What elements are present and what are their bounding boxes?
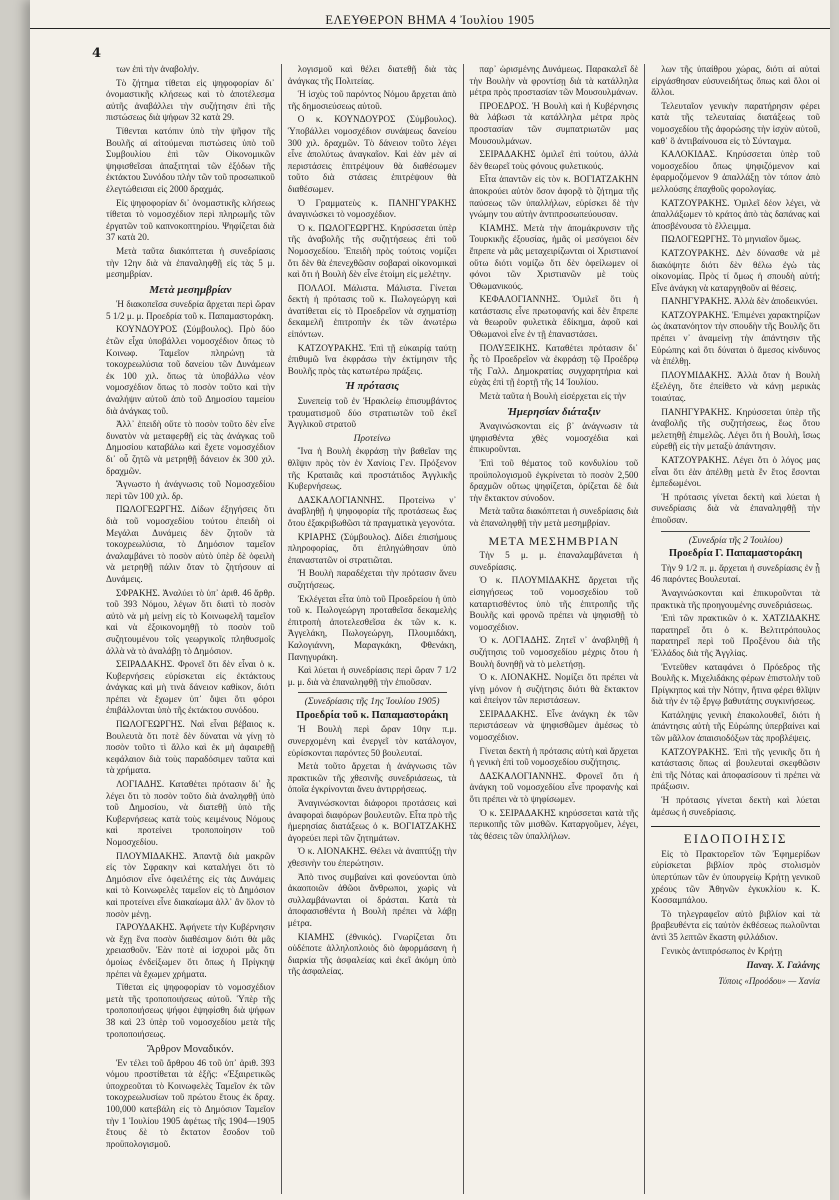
paragraph: Τελευταῖον γενικὴν παρατήρησιν φέρει κατὰ τῆς τελευταίας διατάξεως τοῦ νομοσχεδίου τῆς ἀφορώσης τὴν ἰσχὺν αὐτοῦ, καθ᾽ ὃ ἀντιβαίνουσα εἰς τὸ Σύνταγμα.: [651, 100, 820, 146]
paragraph: Ἀπὸ τινος συμβαίνει καὶ φονεύονται ὑπὸ ἀκαοποιῶν ἀθῶοι ἄνθρωποι, χωρὶς νὰ συλλαμβάνωνται οἱ δράσται. Κατὰ τὰ ἀποφασισθέντα ἡ Βουλὴ πρέπει νὰ λάβῃ μέτρα.: [287, 871, 457, 928]
paragraph: Μετὰ ταῦτα ἡ Βουλὴ εἰσέρχεται εἰς τὴν: [479, 391, 626, 402]
paragraph: ΠΩΛΟΓΕΩΡΓΗΣ. Τὸ μηνιαῖον ὅμως.: [661, 234, 801, 245]
paragraph: Ἵνα ἡ Βουλὴ ἐκφράσῃ τὴν βαθεῖαν της θλῖψιν πρὸς τὸν ἐν Χανίοις Γεν. Πρόξενον τῆς Κραταιᾶς καὶ προστάτιδος Ἀγγλικῆς Κυβερνήσεως.: [287, 446, 457, 492]
paragraph: Τὸ ζήτημα τίθεται εἰς ψηφοφορίαν δι᾽ ὀνομαστικῆς κλήσεως καὶ τὸ ἀποτέλεσμα αὐτῆς ἀναβάλλει τὴν συζήτησιν ἐπὶ τῆς πιστώσεως διὰ ψήφων 32 κατὰ 29.: [106, 77, 275, 123]
paragraph: ΣΦΡΑΚΗΣ. Ἀναλύει τὸ ὑπ᾽ ἀριθ. 46 ἄρθρ. τοῦ 393 Νόμου, λέγων ὅτι διατὶ τὸ ποσὸν αὐτὸ νὰ μὴ μείνῃ εἰς τὸ Κοινωφελῆ ταμεῖον καὶ νὰ ἐξοικονομηθῇ τὸ ποσὸν τοῦ συζητουμένου τοῖς γεωργικοῖς πληθυσμοῖς ἀλλὰ νὰ τὸ ἀναλάβῃ τὸ Δημόσιον.: [106, 587, 275, 656]
paragraph: Ὁ κ. ΛΟΓΙΑΔΗΣ. Ζητεῖ ν᾽ ἀναβληθῇ ἡ συζήτησις τοῦ νομοσχεδίου μέχρις ὅτου ἡ Βουλὴ δυνηθῇ νὰ τὸ μελετήσῃ.: [469, 635, 639, 669]
paragraph: ΠΟΛΥΞΕΙΚΗΣ. Καταθέτει πρότασιν δι᾽ ἧς τὸ Προεδρεῖον νὰ ἐκφράσῃ τῷ Προέδρῳ τῆς Γαλλ. Δημοκρατίας συγχαρητήρια καὶ εὐχὰς ἐπὶ τῇ ἑορτῇ τῆς 14 Ἰουλίου.: [469, 342, 639, 388]
paragraph: ΠΩΛΟΓΕΩΡΓΗΣ. Δίδων ἐξηγήσεις ὅτι διὰ τοῦ νομοσχεδίου τούτου ἐπειδὴ οἱ Μεγάλαι Δυνάμεις δὲν ζητοῦν τὰ τοκοχρεωλύσια, τὸ Δημόσιον ταμεῖον ἀναλαμβάνει τὸ ποσὸν αὐτὸ ὑπὲρ δὲ ὀφειλὴ νὰ μετρηθῇ πάλιν ὅταν τὸ ζητήσουν αἱ Δυνάμεις.: [106, 504, 275, 584]
paragraph: ΚΑΤΖΟΥΡΑΚΗΣ. Δὲν δύνασθε νὰ μὲ διακόψητε διότι δὲν θέλω ἐγὼ τὰς οἰκονομίας. Πρὸς τί ὅμως ἡ σπουδὴ αὐτή; Εἶνε ἀνάγκη νὰ καταργηθοῦν αἱ θέσεις.: [651, 247, 820, 293]
column-2: [281, 64, 463, 1194]
paragraph: Ἄγνωστο ἡ ἀνάγνωσις τοῦ Νομοσχεδίου περὶ τῶν 100 χιλ. δρ.: [106, 479, 275, 501]
paragraph: Ἀναγινώσκονται εἰς β᾽ ἀνάγνωσιν τὰ ψηφισθέντα χθὲς νομοσχέδια καὶ ἐπικυροῦνται.: [469, 421, 639, 455]
divider: [661, 531, 810, 532]
paragraph: παρ᾽ ὡρισμένης Δυνάμεως. Παρακαλεῖ δὲ τὴν Βουλὴν νὰ φροντίσῃ διὰ τὰ κατάλληλα μέτρα πρὸς προστασίαν τῶν Μουσουλμάνων.: [469, 64, 639, 98]
paragraph: Γενικὸς ἀντιπρόσωπος ἐν Κρήτῃ: [661, 945, 783, 956]
paragraph: Ὁ κ. ΛΙΟΝΑΚΗΣ. Νομίζει ὅτι πρέπει νὰ γίνῃ μόνον ἡ συζήτησις διότι θὰ ἔκτακτον καὶ ἐπείγον τῶν περιστάσεων.: [469, 672, 639, 706]
paragraph: ΚΑΤΖΟΥΡΑΚΗΣ. Ὁμιλεῖ δέον λέγει, νὰ ἀπαλλάξωμεν τὸ κράτος ἀπὸ τὰς δαπάνας καὶ ἀποσβένουσα τὸ ἔλλειμμα.: [651, 197, 820, 231]
paragraph: ΚΟΥΝΔΟΥΡΟΣ (Σύμβουλος). Πρὸ δύο ἐτῶν εἶχα ὑποβάλλει νομοσχέδιον ὅπως τὸ Κοινωφ. Ταμεῖον πληρώνῃ τὰ τοκοχρεωλύσια τοῦ δανείου τῶν Δυνάμεων ἐκ 100 χιλ. ὅπως τὰ ὑποβάλλω νέον νομοσχέδιον ὅπως τὸ ποσὸν τοῦτο καὶ τὴν ἀναλήψιν αὐτοῦ ἀπὸ τοῦ Δημοσίου ταμείου διὰ ἀνάγκας τοῦ.: [106, 324, 275, 416]
divider: [298, 692, 447, 693]
session-subheading: (Συνεδρίασις τῆς 1ης Ἰουλίου 1905): [304, 697, 440, 708]
paragraph: των ἐπὶ τὴν ἀναβολήν.: [116, 64, 200, 74]
paragraph: Γίνεται δεκτὴ ἡ πρότασις αὐτὴ καὶ ἄρχεται ἡ γενικὴ ἐπὶ τοῦ νομοσχεδίου συζήτησις.: [469, 745, 639, 768]
paragraph: ΚΑΛΟΚΙΔΑΣ. Κηρύσσεται ὑπὲρ τοῦ νομοσχεδίου ὅπως ψηφιζόμενον καὶ ἐφαρμοζόμενον 9 ἀπαλλάξῃ τὸν τόπον ἀπὸ μελλούσης ἐπαχθοῦς φορολογίας.: [651, 149, 820, 194]
paragraph: ΚΑΤΖΟΥΡΑΚΗΣ. Ἐπὶ τῇ εὐκαιρίᾳ ταύτῃ ἐπιθυμῶ ἵνα ἐκφράσω τὴν ἐκτίμησιν τῆς Βουλῆς πρὸς τὰς κατωτέρω πράξεις.: [287, 342, 457, 376]
paragraph: Ἀναγινώσκονται καὶ ἐπικυροῦνται τὰ πρακτικὰ τῆς προηγουμένης συνεδριάσεως.: [651, 587, 820, 610]
printer-line: Τύποις «Προόδου» — Χανία: [718, 975, 820, 986]
masthead: [30, 0, 830, 29]
paragraph: ΠΑΝΗΓΥΡΑΚΗΣ. Κηρύσσεται ὑπὲρ τῆς ἀναβολῆς τῆς συζητήσεως, ἕως ὅτου μελετηθῇ ἐπιμελῶς. Λέγει ὅτι ἡ Βουλὴ, ἴσως εὑρεθῇ εἰς τὴν μεταξὺ ἀπάντησιν.: [651, 406, 820, 452]
paragraph: Τὴν 9 1/2 π. μ. ἄρχεται ἡ συνεδρίασις ἐν ᾗ 46 παρόντες Βουλευταί.: [651, 562, 820, 585]
paragraph: ΚΑΤΖΟΥΡΑΚΗΣ. Ἐπὶ τῆς γενικῆς ὅτι ἡ κατάστασις ὅπως αἱ βουλευταὶ σκεφθῶσιν ἐπὶ τῆς Νότας καὶ ἀποφασίσουν τὶ πρέπει νὰ πράξωσιν.: [651, 746, 820, 792]
paragraph: ΔΑΣΚΑΛΟΓΙΑΝΝΗΣ. Φρονεῖ ὅτι ἡ ἀνάγκη τοῦ νομοσχεδίου εἶνε προφανὴς καὶ ὅτι πρέπει νὰ τὸ ψηφίσωμεν.: [469, 770, 639, 805]
paragraph: ΣΕΙΡΑΔΑΚΗΣ ὁμιλεῖ ἐπὶ τούτου, ἀλλὰ δὲν θεωρεῖ τοὺς φόνους φυλετικούς.: [469, 149, 639, 171]
paragraph: ΛΟΓΙΑΔΗΣ. Καταθέτει πρότασιν δι᾽ ἧς λέγει ὅτι τὸ ποσὸν τοῦτο διὰ ἀναληφθῇ ὑπὸ τοῦ Δημοσίου, νὰ διατεθῇ ὑπὸ τῆς Κυβερνήσεως κατὰ τοὺς κειμένους Νόμους καὶ προτείνει τροποποίησιν τοῦ Νομοσχεδίου.: [106, 779, 275, 847]
paragraph: Ἐντεῦθεν καταφάνει ὁ Πρόεδρος τῆς Βουλῆς κ. Μιχελιδάκης φέρων ἐπιστολὴν τοῦ Πρίγκηπος καὶ τὴν Νότην, ἥτινα φέρει θλῖψιν διὰ τὴν ἐν τῷ ἔργῳ βαθυτάτης συγκινήσεως.: [651, 661, 820, 707]
masthead-title: ΕΛΕΥΘΕΡΟΝ ΒΗΜΑ 4 Ἰουλίου 1905: [325, 13, 535, 27]
paragraph: ΔΑΣΚΑΛΟΓΙΑΝΝΗΣ. Προτείνω ν᾽ ἀναβληθῇ ἡ ψηφοφορία τῆς προτάσεως ἕως ὅτου ἐξακριβωθῶσι τὰ πραγματικὰ γεγονότα.: [287, 494, 457, 528]
paragraph: Τὴν 5 μ. μ. ἐπαναλαμβάνεται ἡ συνεδρίασις.: [469, 550, 639, 572]
paragraph: ΠΑΝΗΓΥΡΑΚΗΣ. Ἀλλὰ δὲν ἀποδεικνύει.: [661, 296, 818, 307]
paragraph: Ο κ. ΚΟΥΝΔΟΥΡΟΣ (Σύμβουλος). Ὑποβάλλει νομοσχέδιον συνάψεως δανείου 300 χιλ. δραχμῶν. Τὸ δάνειον τοῦτο λέγει εἶνε ἀπολύτως ἀναγκαῖον. Καὶ ἐὰν μὲν αἱ περιστάσεις ἐπιτρέψουν θὰ διαθέσωμεν τοῦτο διὰ στάσεις ἐπιτρέψουν θὰ διαθέσωμεν.: [287, 114, 457, 194]
paragraph: Ἡ διακοπεῖσα συνεδρία ἄρχεται περὶ ὥραν 5 1/2 μ. μ. Προεδρία τοῦ κ. Παπαμαστοράκη.: [106, 299, 275, 321]
paragraph: Ὁ Γραμματεὺς κ. ΠΑΝΗΓΥΡΑΚΗΣ ἀναγινώσκει τὸ νομοσχέδιον.: [287, 197, 457, 220]
paragraph: ΚΙΑΜΗΣ (ἐθνικός). Γνωρίζεται ὅτι οὐδέποτε ἀλληλοπλοιὸς διὸ ἀφορμάσανη ἡ διαρκία τῆς ἀσφαλείας καὶ ἐκεῖ ἀκόμη ὑπὸ τῆς ἀσφαλείας.: [287, 931, 457, 977]
newspaper-page: [30, 0, 830, 1200]
article-heading: Ἄρθρον Μοναδικόν.: [147, 1044, 234, 1056]
section-heading: Ἡ πρότασις: [345, 380, 400, 393]
paragraph: ΣΕΙΡΑΔΑΚΗΣ. Φρονεῖ ὅτι δὲν εἶναι ὁ κ. Κυβερνήσεις εὑρίσκεται εἰς ἐκτάκτους ἀνάγκας καὶ μὴ τινὰ δάνειον καθίκον, διότι πρέπει νὰ ἔχωμεν ὑπ᾽ ὄψει ὅτι φόροι ἐπιβάλλονται ὑπὸ τῆς ἐκτάκτου συνόδου.: [106, 659, 275, 716]
column-1: [100, 64, 281, 1194]
paragraph: Ἀλλ᾽ ἐπειδὴ οὔτε τὸ ποσὸν τοῦτο δὲν εἶνε δυνατὸν νὰ μεταφερθῇ εἰς τὰς ἀνάγκας τοῦ Δημοσίου καταβάλω καὶ ἔχετε νομοσχέδιον δι᾽ οὗ ζητῶ νὰ μετρηθῇ δάνειον ἐκ 300 χιλ. δραχμῶν.: [106, 419, 275, 476]
signature: Παναγ. Χ. Γαλάνης: [746, 960, 820, 971]
paragraph: Ὁ κ. ΣΕΙΡΑΔΑΚΗΣ κηρύσσεται κατὰ τῆς περικοπῆς τῶν μισθῶν. Καταργοῦμεν, λέγει, τὰς θέσεις τῶν ὑπαλλήλων.: [469, 807, 639, 841]
paragraph: Κατάληψις γενικὴ ἐπακολουθεῖ, διότι ἡ ἀπάντησις αὐτὴ τῆς Εὐρώπης ὑπερβαίνει καὶ τῶν μᾶλλον ἀπαισιοδόξων τὰς προβλέψεις.: [651, 709, 820, 744]
paragraph: Ἀναγινώσκονται διάφοροι προτάσεις καὶ ἀναφοραὶ διαφόρων βουλευτῶν. Εἶτα πρὸ τῆς ἡμερησίας διατάξεως ὁ κ. ΒΟΓΙΑΤΖΑΚΗΣ ἀγορεύει περὶ τῶν ζητημάτων.: [287, 798, 457, 843]
paragraph: ΚΑΤΖΟΥΡΑΚΗΣ. Ἐπιμένει χαρακτηρίζων ὡς ἀκατανόητον τὴν σπουδὴν τῆς Βουλῆς ὅτι πρέπει ν᾽ ἀναμείνῃ τὴν ἀπάντησιν τῆς Εὐρώπης καὶ ὅτι δύναται ὁ ἄμεσος κίνδυνος νὰ ἐπέλθῃ.: [651, 309, 820, 367]
paragraph: Ἐπὶ τῶν πρακτικῶν ὁ κ. ΧΑΤΖΙΔΑΚΗΣ παρατηρεῖ ὅτι ὁ κ. Βελτιτρόπουλος παρατηρεῖ περὶ τοῦ Προξένου διὰ τῆς Ἑλλάδος διὰ τῆς Ἀγγλίας.: [651, 613, 820, 658]
paragraph: ΓΑΡΟΥΔΑΚΗΣ. Ἀφήνετε τὴν Κυβέρνησιν νὰ ἔχῃ ἕνα ποσὸν διαθέσιμον διότι θὰ μᾶς χρειασθοῦν. Ἐὰν ποτὲ αἱ ἰσχυροὶ μᾶς ὅτι ὁμοίως ἐνδείξωμεν ὅτι ὅπως ἡ Πρίγκηψ πρέπει νὰ ἔχωμεν χρήματα.: [106, 922, 275, 979]
column-3: [463, 64, 645, 1194]
paragraph: ΠΡΟΕΔΡΟΣ. Ἡ Βουλὴ καὶ ἡ Κυβέρνησις θὰ λάβωσι τὰ κατάλληλα μέτρα πρὸς προστασίαν τῶν συμπατριωτῶν μας Μουσουλμάνων.: [469, 100, 639, 146]
paragraph: Ὁ κ. ΠΛΟΥΜΙΔΑΚΗΣ ἄρχεται τῆς εἰσηγήσεως τοῦ νομοσχεδίου τοῦ καταρτισθέντος ὑπὸ τῆς ἐπιτροπῆς τῆς Βουλῆς καὶ φρονῶ πρέπει νὰ ψηφισθῇ τὸ νομοσχέδιον.: [469, 575, 639, 632]
section-heading: Ἡμερησίαν διάταξιν: [507, 405, 601, 418]
paragraph: Ὁ κ. ΠΩΛΟΓΕΩΡΓΗΣ. Κηρύσσεται ὑπὲρ τῆς ἀναβολῆς τῆς συζητήσεως ἐπὶ τοῦ Νομοσχεδίου. Ἐπειδὴ πρὸς τούτοις νομίζει ὅτι δὲν θὰ ἐπενεχθῶσιν σοβαραὶ οἰκονομικαὶ καὶ ὅτι ἡ Βουλὴ δὲν εἶνε ἑτοίμη εἰς μελέτην.: [287, 222, 457, 280]
page-number: 4: [92, 46, 102, 61]
presidency-heading: Προεδρία Γ. Παπαμαστοράκη: [668, 548, 803, 560]
paragraph: Ἐπὶ τοῦ θέματος τοῦ κονδυλίου τοῦ προϋπολογισμοῦ ἐγκρίνεται τὸ ποσὸν 2,500 δραχμῶν οὕτως ψηφίζεται, ὁρίζεται δὲ διὰ τὴν ἔκτακτον σύνοδον.: [469, 458, 639, 503]
presidency-heading: Προεδρία τοῦ κ. Παπαμαστοράκη: [296, 709, 449, 721]
paragraph: ΣΕΙΡΑΔΑΚΗΣ. Εἶνε ἀνάγκη ἐκ τῶν περιστάσεων νὰ ψηφισθῶμεν ἀμέσως τὸ νομοσχέδιον.: [469, 708, 639, 743]
paragraph: ΚΡΙΑΡΗΣ (Σύμβουλος). Δίδει ἐπισήμους πληροφορίας, ὅτι ἐπληγώθησαν ὑπὸ ἐπαναστατῶν οἱ στρατιῶται.: [287, 531, 457, 565]
session-subheading: Προτείνω: [353, 433, 391, 444]
paragraph: Ὁ κ. ΛΙΟΝΑΚΗΣ. Θέλει νὰ ἀναπτύξῃ τὴν χθεσινὴν του ἐπερώτησιν.: [287, 846, 457, 868]
paragraph: Ἡ Βουλὴ παραδέχεται τὴν πρότασιν ἄνευ συζητήσεως.: [287, 568, 457, 590]
paragraph: Τὸ τηλεγραφεῖον αὐτὸ βιβλίον καὶ τὰ βραβευθέντα εἰς ταὐτὸν ἐκθέσεως πωλοῦνται ἀντὶ 35 λεπτῶν ἕκαστη φιλλάδιον.: [651, 908, 820, 942]
paragraph: λογισμοῦ καὶ θέλει διατεθῇ διὰ τὰς ἀνάγκας τῆς Πολιτείας.: [287, 64, 457, 86]
paragraph: ΚΕΦΑΛΟΓΙΑΝΝΗΣ. Ὁμιλεῖ ὅτι ἡ κατάστασις εἶνε πρωτοφανής καὶ δὲν ἔπρεπε νὰ θεωροῦν φυλετικὰ ἐδίκημα, ἀφοῦ καὶ Ὀθωμανοὶ εἶνε ἐν τῇ ἐπαναστάσει.: [469, 294, 639, 340]
paragraph: Ἡ ἰσχὺς τοῦ παρόντος Νόμου ἄρχεται ἀπὸ τῆς δημοσιεύσεως αὐτοῦ.: [287, 89, 457, 111]
notice-title: ΕΙΔΟΠΟΙΗΣΙΣ: [683, 831, 788, 847]
paragraph: Ἐν τέλει τοῦ ἄρθρου 46 τοῦ ὑπ᾽ ἀριθ. 393 νόμου προστίθεται τὰ ἑξῆς: «Ἐξαιρετικῶς ὑποχρεοῦται τὸ Κοινωφελὲς Ταμεῖον ἐκ τῶν τοκοχρεωλυσίων τοῦ πρώτου ἔτους ἐκ δραχ. 100,000 κατεβάλη εἰς τὸ Δημόσιον Ταμεῖον τὴν 1 Ἰουλίου 1905 ἀφέτως τῆς 1904—1905 ἔτους δὲ τὸ ἔκτατον ἔσοδον τοῦ προϋπολογισμοῦ.: [106, 1057, 275, 1149]
paragraph: λων τῆς ὑπαίθρου χώρας, διότι αἱ αὐταὶ εἰργάσθησαν εὐσυνειδήτως ὅπως καὶ ὅλοι οἱ ἄλλοι.: [651, 64, 820, 98]
notice-title: [651, 826, 820, 845]
paragraph: Εἶτα ἀπαντῶν εἰς τὸν κ. ΒΟΓΙΑΤΖΑΚΗΝ ἀποκρούει αὐτὸν ὅσον ἀφορᾷ τὸ ζήτημα τῆς παύσεως τῶν ὑπαλλήλων, εὑρίσκει δὲ τὴν γνώμην του αὐτὴν ἀντιπροσωπεύουσαν.: [469, 174, 639, 220]
paragraph: ΠΛΟΥΜΙΔΑΚΗΣ. Ἀπαντᾷ διὰ μακρῶν εἰς τὸν Σφρακην καὶ καταλήγει ὅτι τὸ Δημόσιον εἶνε ὀφειλέτης εἰς τὰς Δυνάμεις καὶ τὸ Κοινωφελὲς ταμεῖον εἰς τὸ Δημόσιον καὶ προτείνει εἶνε διακαίωμα ἀλλ᾽ ἂν ὅλον τὸ ποσὸν μένῃ.: [106, 850, 275, 919]
session-subheading: (Συνεδρία τῆς 2 Ἰουλίου): [688, 535, 783, 546]
paragraph: Εἰς ψηφοφορίαν δι᾽ ὀνομαστικῆς κλήσεως τίθεται τὸ νομοσχέδιον περὶ πληρωμῆς τῶν ἐργατῶν τοῦ καπνοκοπτηρίου. Ψηφίζεται διὰ 37 κατὰ 20.: [106, 197, 275, 243]
paragraph: Μετὰ ταῦτα διακόπτεται ἡ συνεδρίασις διὰ νὰ ἐπαναληφθῇ τὴν μετὰ μεσημβρίαν.: [469, 506, 639, 528]
paragraph: Ἐκλέγεται εἶτα ὑπὸ τοῦ Προεδρείου ἡ ὑπὸ τοῦ κ. Πωλογεώργη προταθεῖσα δεκαμελὴς ἐπιτροπὴ ἀποτελεσθεῖσα ἐκ τῶν κ. κ. Ἀγγελάκη, Πωλογεώργη, Πλουμιδάκη, Καλογιάννη, Μαραγκάκη, Φθενάκη, Πανηγυράκη.: [287, 593, 457, 662]
paragraph: ΠΛΟΥΜΙΔΑΚΗΣ. Ἀλλὰ ὅταν ἡ Βουλὴ ἐξελέγη, ὅτε ἐπείθετο νὰ κάνῃ μερικὰς τοιαύτας.: [651, 369, 820, 404]
paragraph: Τίθενται κατόπιν ὑπὸ τὴν ψῆφον τῆς Βουλῆς αἱ αἰτούμεναι πιστώσεις ὑπὸ τοῦ Συμβουλίου ἐπὶ τῶν Οἰκονομικῶν ψηφισθεῖσαι ἀπαξιτηταὶ τῶν ἐξόδων τῆς ἐκτάκτου Συνόδου πλὴν τῶν τοῦ προσωπικοῦ ἐλεγτώθεισαι εἰς 2000 δραχμάς.: [106, 125, 275, 194]
paragraph: Εἰς τὸ Πρακτορεῖον τῶν Ἐφημερίδων εὑρίσκεται βιβλίον πρὸς στολισμὸν ὑπερτύπων τῶν ἐν ὑπουργείῳ Κρήτῃ γενικοῦ χρέους τῶν Ἀθηνῶν ἐγκυκλίου κ. Κ. Κοσσαμπάλου.: [651, 848, 820, 906]
section-heading: Μετὰ μεσημβρίαν: [149, 283, 232, 296]
paragraph: Ἡ πρότασις γίνεται δεκτὴ καὶ λύεται ἀμέσως ἡ συνεδρίασις.: [651, 795, 820, 817]
paragraph: ΠΟΛΛΟΙ. Μάλιστα. Μάλιστα. Γίνεται δεκτὴ ἡ πρότασις τοῦ κ. Πωλογεώργη καὶ ἀνατίθεται εἰς τὸ Προεδρεῖον νὰ σχηματίσῃ δεκαμελῆ ἐπιτροπὴν ἐκ τῶν ἀνωτέρω εἰπόντων.: [287, 282, 457, 340]
column-4: [644, 64, 826, 1194]
paragraph: Τίθεται εἰς ψηφοφορίαν τὸ νομοσχέδιον μετὰ τῆς τροποποιήσεως αὐτοῦ. Ὑπὲρ τῆς τροποποιήσεως ψήφοι ἐψηφίσθη διὰ ψήφων 38 καὶ 23 ὑπὲρ τοῦ νομοσχεδίου μετὰ τῆς τροποποιήσεως.: [106, 982, 275, 1039]
section-heading: ΜΕΤΑ ΜΕΣΗΜΒΡΙΑΝ: [488, 533, 620, 548]
paragraph: Μετὰ ταῦτα διακόπτεται ἡ συνεδρίασις τὴν 12ην διὰ νὰ ἐπαναληφθῇ εἰς τὰς 5 μ. μεσημβρίαν.: [106, 245, 275, 280]
paragraph: Καὶ λύεται ἡ συνεδρίασις περὶ ὥραν 7 1/2 μ. μ. διὰ νὰ ἐπαναληφθῇ τὴν ἐπιοῦσαν.: [287, 665, 457, 687]
paragraph: Μετὰ τοῦτο ἄρχεται ἡ ἀνάγνωσις τῶν πρακτικῶν τῆς χθεσινῆς συνεδριάσεως, τὰ ὁποῖα ἐγκρίνονται ἄνευ ἀντιρρήσεως.: [287, 761, 457, 795]
paragraph: ΠΩΛΟΓΕΩΡΓΗΣ. Ναὶ εἶναι βέβαιος κ. Βουλευτὰ ὅτι ποτὲ δὲν δύναται νὰ γίνῃ τὸ ποσὸν τοῦτο τὶ ἄλλο καὶ ἐκ μὴ ἀφαιρεθῇ κεφάλαιον διὰ τοὺς παραδόσιμεν ταῦτα καὶ τὰ χρήματα.: [106, 719, 275, 776]
paragraph: Ἡ πρότασις γίνεται δεκτὴ καὶ λύεται ἡ συνεδρίασις διὰ νὰ ἐπαναληφθῇ τὴν ἐπιοῦσαν.: [651, 491, 820, 525]
paragraph: Συνεπείᾳ τοῦ ἐν Ἡρακλείῳ ἐπισυμβάντος τραυματισμοῦ δύο στρατιωτῶν τοῦ ἐκεῖ Ἀγγλικοῦ στρατοῦ: [287, 396, 457, 430]
columns-container: [100, 64, 826, 1194]
paragraph: ΚΙΑΜΗΣ. Μετὰ τὴν ἀπομάκρυνσιν τῆς Τουρκικῆς ἐξουσίας, ἡμᾶς οἱ μεσόγειοι δὲν ἔπρεπε νὰ μᾶς μεταχειρίζωνται οἱ Χριστιανοί οὕτω διότι νομίζω ὅτι δὲν ὀφείλωμεν οἱ φόνοι τῶν Χριστιανῶν μὲ τοὺς Ὀθωμανικούς.: [469, 222, 639, 291]
paragraph: ΚΑΤΖΟΥΡΑΚΗΣ. Λέγει ὅτι ὁ λόγος μας εἶναι ὅτι ἐὰν ἀπέλθῃ μετὰ ἓν ἔτος ἔσονται ἐμπεδωμένοι.: [651, 455, 820, 489]
paragraph: Ἡ Βουλὴ περὶ ὥραν 10ην π.μ. συνερχομένη καὶ ἐνεργεῖ τὸν κατάλογον, εὑρίσκονται παρόντες 50 βουλευταί.: [287, 724, 457, 758]
